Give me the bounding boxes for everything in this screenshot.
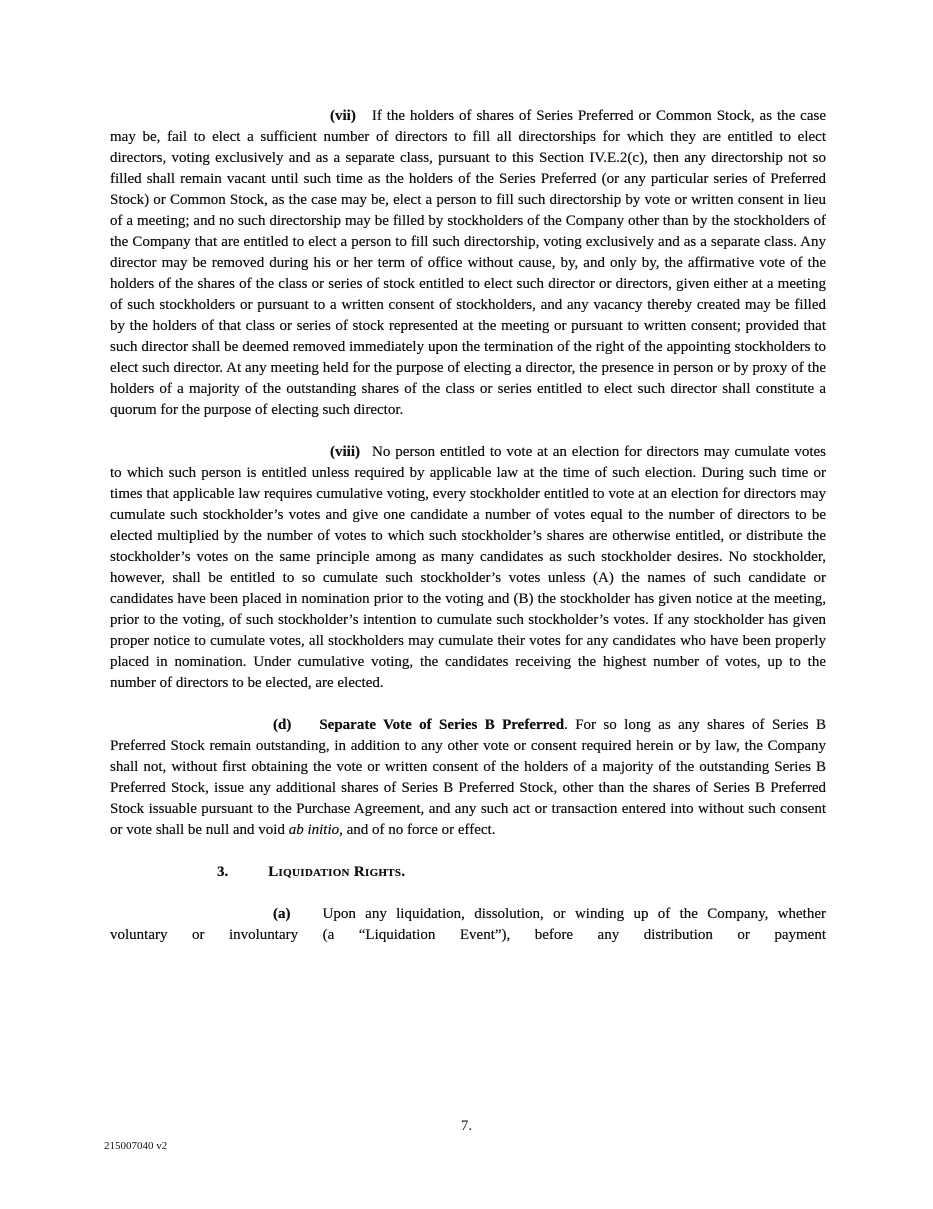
paragraph-viii-text: No person entitled to vote at an election for directors may cumulate votes to which such person is entitled unless required by applicable law at the time of such election. During such time or times that applicable law requires cumulative voting, every stockholder entitled to vote at an election for directors may cumulate such stockholder’s votes and give one candidate a number of votes equal to the number of directors to be elected multiplied by the number of votes to which such stockholder’s shares are otherwise entitled, or distribute the stockholder’s votes on the same principle among as many candidates as such stockholder desires. No stockholder, however, shall be entitled to so cumulate such stockholder’s votes unless (A) the names of such candidate or candidates have been placed in nomination prior to the voting and (B) the stockholder has given notice at the meeting, prior to the voting, of such stockholder’s intention to cumulate such stockholder’s votes. If any stockholder has given proper notice to cumulate votes, all stockholders may cumulate their votes for any candidates who have been properly placed in nomination. Under cumulative voting, the candidates receiving the highest number of votes, up to the number of directors to be elected, are elected.	[110, 444, 826, 691]
paragraph-a-label: (a)	[273, 906, 291, 922]
document-id-footer: 215007040 v2	[104, 1140, 168, 1152]
paragraph-d-heading: Separate Vote of Series B Preferred	[319, 717, 565, 733]
paragraph-d-text-end: , and of no force or effect.	[339, 822, 496, 838]
paragraph-a	[110, 904, 826, 946]
page-number: 7.	[460, 1118, 473, 1134]
paragraph-d-text: . For so long as any shares of Series B Preferred Stock remain outstanding, in addition to any other vote or consent required herein or by law, the Company shall not, without first obtaining the vote or written consent of the holders of a majority of the outstanding Series B Preferred Stock, issue any additional shares of Series B Preferred Stock, other than the shares of Series B Preferred Stock issuable pursuant to the Purchase Agreement, and any such act or transaction entered into without such consent or vote shall be null and void	[110, 717, 827, 838]
paragraph-d-label: (d)	[273, 717, 292, 733]
section-3-heading	[110, 862, 826, 883]
paragraph-vii-text: If the holders of shares of Series Preferred or Common Stock, as the case may be, fail to elect a sufficient number of directors to fill all directorships for which they are entitled to elect directors, voting exclusively and as a separate class, pursuant to this Section IV.E.2(c), then any directorship not so filled shall remain vacant until such time as the holders of the Series Preferred (or any particular series of Preferred Stock) or Common Stock, as the case may be, elect a person to fill such directorship by vote or written consent in lieu of a meeting; and no such directorship may be filled by stockholders of the Company other than by the stockholders of the Company that are entitled to elect a person to fill such directorship, voting exclusively and as a separate class. Any director may be removed during his or her term of office without cause, by, and only by, the affirmative vote of the holders of the shares of the class or series of stock entitled to elect such director or directors, given either at a meeting of such stockholders or pursuant to a written consent of stockholders, and any vacancy thereby created may be filled by the holders of that class or series of stock represented at the meeting or pursuant to written consent; provided that such director shall be deemed removed immediately upon the termination of the right of the appointing stockholders to elect such director. At any meeting held for the purpose of electing a director, the presence in person or by proxy of the holders of a majority of the outstanding shares of the class or series entitled to elect such director shall constitute a quorum for the purpose of electing such director.	[110, 108, 826, 418]
section-3-title: Liquidation Rights.	[268, 864, 406, 880]
paragraph-a-text: Upon any liquidation, dissolution, or winding up of the Company, whether voluntary or involuntary (a “Liquidation Event”), before any distribution or payment	[110, 906, 826, 943]
paragraph-viii-label: (viii)	[330, 444, 360, 460]
document-page	[110, 106, 826, 967]
paragraph-viii	[110, 442, 826, 694]
paragraph-vii-label: (vii)	[330, 108, 356, 124]
paragraph-d-italic: ab initio	[288, 822, 340, 838]
paragraph-d	[110, 715, 826, 841]
paragraph-vii	[110, 106, 826, 421]
section-3-number: 3.	[217, 864, 229, 880]
